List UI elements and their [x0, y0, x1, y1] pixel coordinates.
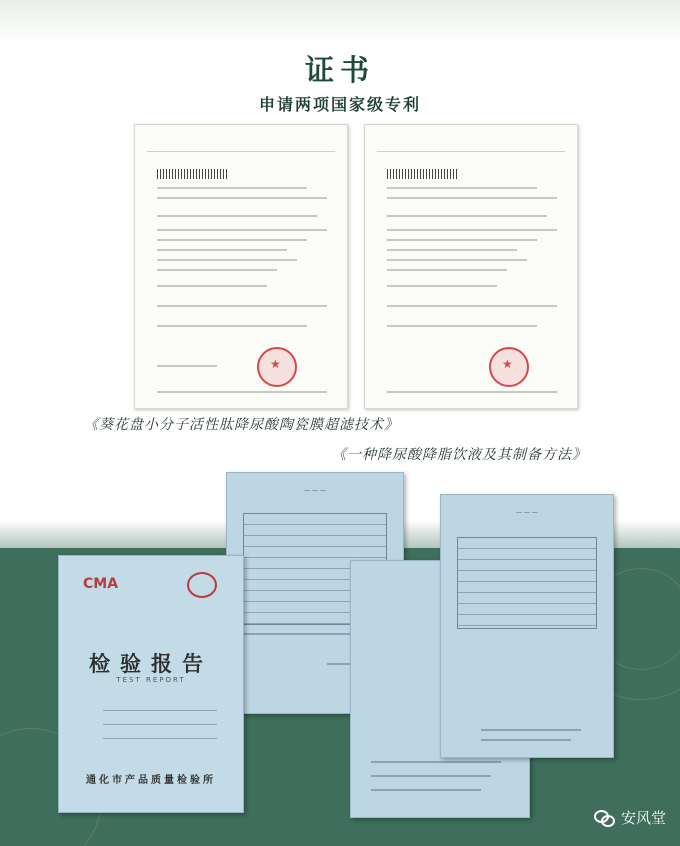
patent-caption-1: 《葵花盘小分子活性肽降尿酸陶瓷膜超滤技术》	[84, 417, 399, 433]
watermark	[594, 807, 666, 828]
page-title: 证书	[304, 53, 375, 87]
test-report-page-3: — — —	[440, 494, 614, 758]
patent-certificate-2	[364, 124, 578, 409]
wechat-icon	[594, 809, 616, 826]
report-subtitle: TEST REPORT	[116, 676, 186, 684]
patent-header	[377, 137, 565, 152]
watermark-label: 安风堂	[620, 809, 666, 827]
official-seal-icon	[489, 347, 529, 387]
barcode-icon	[157, 169, 227, 179]
test-report-page-1: — — —	[226, 472, 404, 714]
barcode-icon	[387, 169, 457, 179]
patent-caption-2: 《一种降尿酸降脂饮液及其制备方法》	[332, 447, 587, 463]
test-report-cover	[58, 555, 244, 813]
report-title: 检验报告	[89, 652, 213, 676]
cma-logo: CMA	[83, 576, 119, 592]
report-issuer: 通化市产品质量检验所	[86, 775, 216, 786]
patent-header	[147, 137, 335, 152]
page-subtitle: 申请两项国家级专利	[258, 95, 421, 114]
official-seal-icon	[257, 347, 297, 387]
cal-logo-icon	[187, 572, 217, 598]
header-band	[0, 0, 680, 46]
patent-certificate-1	[134, 124, 348, 409]
